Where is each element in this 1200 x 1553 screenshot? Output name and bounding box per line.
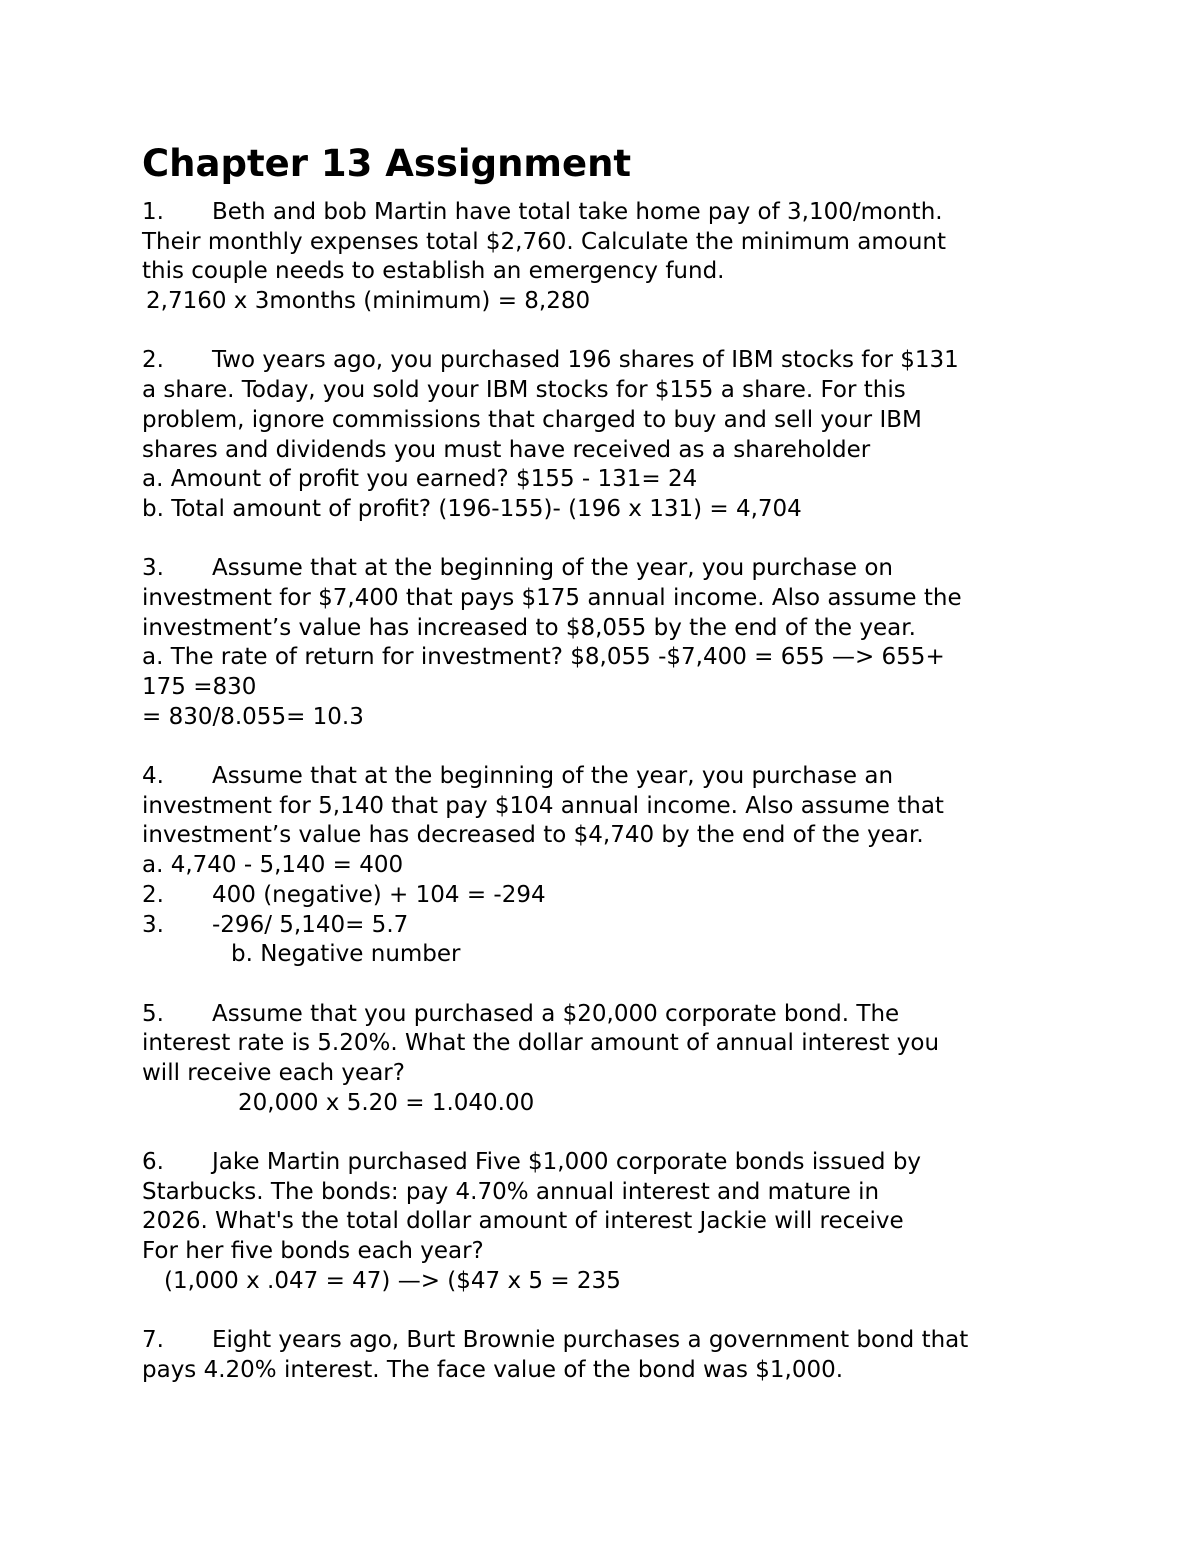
spacer: [142, 970, 1082, 1000]
q4-text-1: Assume that at the beginning of the year, you purchase an: [212, 763, 894, 790]
q2-line-2: a share. Today, you sold your IBM stocks for $155 a share. For this: [142, 377, 906, 404]
q5-line-1: [142, 1000, 1082, 1030]
q3-answer-1: a. The rate of return for investment? $8,055 -$7,400 = 655 —> 655+: [142, 644, 945, 671]
q1-line-2: Their monthly expenses total $2,760. Calculate the minimum amount: [142, 228, 947, 255]
q4-answer-a: a. 4,740 - 5,140 = 400: [142, 852, 404, 879]
q5-answer: 20,000 x 5.20 = 1.040.00: [238, 1089, 535, 1116]
q2-line-4: shares and dividends you must have received as a shareholder: [142, 436, 871, 463]
q2-line-3: problem, ignore commissions that charged to buy and sell your IBM: [142, 406, 922, 433]
q5-text-1: Assume that you purchased a $20,000 corporate bond. The: [212, 1000, 900, 1027]
q4-line-3: investment’s value has decreased to $4,740 by the end of the year.: [142, 822, 924, 849]
spacer: [142, 317, 1082, 347]
page-title: Chapter 13 Assignment: [142, 142, 632, 185]
spacer: [142, 732, 1082, 762]
q1-answer: 2,7160 x 3months (minimum) = 8,280: [146, 288, 591, 315]
q1-line-1: [142, 198, 1082, 228]
q1-line-3: this couple needs to establish an emergency fund.: [142, 258, 725, 285]
q4-step-3-text: -296/ 5,140= 5.7: [212, 911, 409, 938]
q3-line-3: investment’s value has increased to $8,055 by the end of the year.: [142, 614, 916, 641]
q6-number: 6.: [142, 1149, 164, 1175]
q4-answer-b: b. Negative number: [231, 941, 461, 968]
q6-answer: (1,000 x .047 = 47) —> ($47 x 5 = 235: [164, 1267, 621, 1294]
q3-answer-2: 175 =830: [142, 674, 257, 700]
q6-line-4: For her five bonds each year?: [142, 1238, 484, 1265]
q4-step-3-number: 3.: [142, 911, 164, 938]
q4-step-3: [142, 911, 1082, 941]
q7-number: 7.: [142, 1327, 164, 1354]
q7-line-2: pays 4.20% interest. The face value of the bond was $1,000.: [142, 1356, 844, 1383]
q3-text-1: Assume that at the beginning of the year, you purchase on: [212, 555, 893, 582]
q3-line-2: investment for $7,400 that pays $175 annual income. Also assume the: [142, 584, 962, 611]
q7-line-1: [142, 1326, 1082, 1356]
document-page: [142, 138, 1082, 1386]
q4-line-1: [142, 762, 1082, 792]
q5-line-2: interest rate is 5.20%. What the dollar amount of annual interest you: [142, 1030, 940, 1057]
q6-line-2: Starbucks. The bonds: pay 4.70% annual interest and mature in: [142, 1178, 880, 1205]
q6-line-3: 2026. What's the total dollar amount of interest Jackie will receive: [142, 1208, 904, 1235]
q4-line-2: investment for 5,140 that pay $104 annual income. Also assume that: [142, 792, 944, 819]
q2-answer-b: b. Total amount of profit? (196-155)- (196 x 131) = 4,704: [142, 495, 802, 522]
spacer: [142, 1118, 1082, 1148]
q3-number: 3.: [142, 555, 164, 582]
q2-text-1: Two years ago, you purchased 196 shares of IBM stocks for $131: [212, 347, 959, 374]
q4-number: 4.: [142, 763, 164, 790]
q5-line-3: will receive each year?: [142, 1059, 405, 1086]
q3-answer-3: = 830/8.055= 10.3: [142, 703, 364, 730]
q6-line-1: [142, 1148, 1082, 1178]
q5-number: 5.: [142, 1000, 164, 1027]
q2-number: 2.: [142, 347, 164, 374]
q7-text-1: Eight years ago, Burt Brownie purchases a government bond that: [212, 1327, 969, 1354]
q4-step-2-number: 2.: [142, 881, 164, 908]
spacer: [142, 525, 1082, 555]
q1-text-1: Beth and bob Martin have total take home pay of 3,100/month.: [212, 199, 943, 225]
q2-line-1: [142, 346, 1082, 376]
spacer: [142, 1296, 1082, 1326]
q4-step-2: [142, 881, 1082, 911]
q6-text-1: Jake Martin purchased Five $1,000 corporate bonds issued by: [212, 1149, 922, 1175]
q4-step-2-text: 400 (negative) + 104 = -294: [212, 881, 546, 908]
q3-line-1: [142, 554, 1082, 584]
q1-number: 1.: [142, 199, 164, 225]
q2-answer-a: a. Amount of profit you earned? $155 - 131= 24: [142, 466, 698, 493]
